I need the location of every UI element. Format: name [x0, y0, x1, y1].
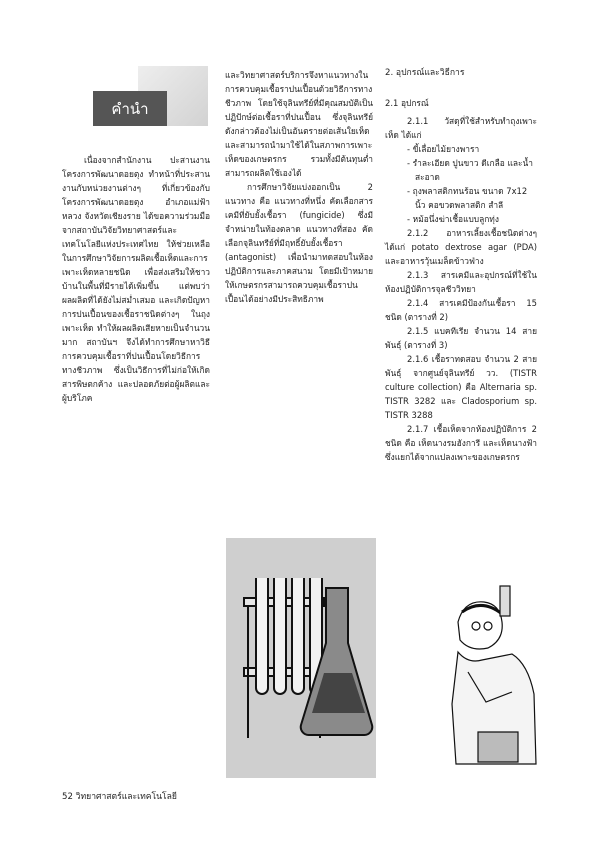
list-item: - หม้อนึ่งฆ่าเชื้อแบบลูกทุ่ง [407, 214, 499, 224]
item-2-1-7: 2.1.7 เชื้อเห็ดจากห้องปฏิบัติการ 2 ชนิด คือ เห็ดนางรมฮังการี และเห็ดนางฟ้า ซึ่งแยกได้จากแปลงเพาะของเกษตรกร [385, 424, 537, 462]
item-2-1-3: 2.1.3 สารเคมีและอุปกรณ์ที่ใช้ในห้องปฏิบัติการจุลชีววิทยา [385, 270, 537, 294]
item-2-1-5: 2.1.5 แบคทีเรีย จำนวน 14 สายพันธุ์ (ตารางที่ 3) [385, 326, 537, 350]
column-2 [225, 68, 373, 306]
item-2-1-1: 2.1.1 วัสดุที่ใช้สำหรับทำถุงเพาะเห็ด ได้แก่ [385, 116, 537, 140]
subsection-title-equipment: 2.1 อุปกรณ์ [385, 98, 429, 108]
page-footer: 52 วิทยาศาสตร์และเทคโนโลยี [62, 792, 177, 802]
list-item: - ขี้เลื่อยไม้ยางพารา [407, 144, 480, 154]
column-3 [385, 66, 537, 464]
scientist-illustration [448, 582, 538, 780]
research-approach-paragraph: การศึกษาวิจัยแบ่งออกเป็น 2 แนวทาง คือ แนวทางที่หนึ่ง คัดเลือกสารเคมีที่ยับยั้งเชื้อรา (fungicide) ซึ่งมีจำหน่ายในท้องตลาด แนวทางที่สอง คัดเลือกจุลินทรีย์ที่มีฤทธิ์ยับยั้งเชื้อรา (antagonist) เพื่อนำมาทดสอบในห้องปฏิบัติการและภาคสนาม โดยมีเป้าหมายให้เกษตรกรสามารถควบคุมเชื้อราปนเปื้อนได้อย่างมีประสิทธิภาพ [225, 182, 373, 304]
scientist-drawing [448, 582, 538, 780]
list-item: - ถุงพลาสติกทนร้อน ขนาด 7x12 นิ้ว คอขวดพลาสติก สำลี [407, 186, 528, 210]
test-tubes-illustration [226, 538, 376, 778]
item-2-1-4: 2.1.4 สารเคมีป้องกันเชื้อรา 15 ชนิด (ตารางที่ 2) [385, 298, 537, 322]
item-2-1-2: 2.1.2 อาหารเลี้ยงเชื้อชนิดต่างๆ ได้แก่ potato dextrose agar (PDA) และอาหารวุ้นเมล็ดข้าวฟ่าง [385, 228, 537, 266]
intro-paragraph: เนื่องจากสำนักงาน ปะสานงานโครงการพัฒนาดอยตุง ทำหน้าที่ประสาน งานกับหน่วยงานต่างๆ ที่เกี่ยวข้องกับ โครงการพัฒนาดอยตุง อำเภอแม่ฟ้าหลวง จังหวัดเชียงราย ได้ขอความร่วมมือจากสถาบันวิจัยวิทยาศาสตร์และเทคโนโลยีแห่งประเทศไทย ให้ช่วยเหลือในการศึกษาวิจัยการผลิตเชื้อเห็ดและการเพาะเห็ดหลายชนิด เพื่อส่งเสริมให้ชาวบ้านในพื้นที่มีรายได้เพิ่มขึ้น แต่พบว่าผลผลิตที่ได้ยังไม่สม่ำเสมอ และเกิดปัญหาการปนเปื้อนของเชื้อราชนิดต่างๆ ในถุงเพาะเห็ด ทำให้ผลผลิตเสียหายเป็นจำนวนมาก สถาบันฯ จึงได้ทำการศึกษาหาวิธีการควบคุมเชื้อราที่ปนเปื้อนโดยวิธีการทางชีวภาพ ซึ่งเป็นวิธีการที่ไม่ก่อให้เกิดสารพิษตกค้าง และปลอดภัยต่อผู้ผลิตและผู้บริโภค [62, 155, 210, 403]
column-1 [62, 153, 210, 405]
item-2-1-6: 2.1.6 เชื้อราทดสอบ จำนวน 2 สายพันธุ์ จากศูนย์จุลินทรีย์ วว. (TISTR culture collection) คือ Alternaria sp. TISTR 3282 และ Cladosporium sp. TISTR 3288 [385, 354, 537, 420]
equipment-list [385, 142, 537, 226]
list-item: - รำละเอียด ปูนขาว ดีเกลือ และน้ำสะอาด [407, 158, 533, 182]
test-tubes-drawing [226, 538, 376, 778]
section-heading: คำนำ [93, 91, 167, 126]
section-title-methods: 2. อุปกรณ์และวิธีการ [385, 68, 465, 78]
intro-continued-paragraph: และวิทยาศาสตร์บริการจึงหาแนวทางในการควบคุมเชื้อราปนเปื้อนด้วยวิธีการทางชีวภาพ โดยใช้จุลินทรีย์ที่มีคุณสมบัติเป็นปฏิปักษ์ต่อเชื้อราที่ปนเปื้อน ซึ่งจุลินทรีย์ดังกล่าวต้องไม่เป็นอันตรายต่อเส้นใยเห็ด และสามารถนำมาใช้ได้ในสภาพการเพาะเห็ดของเกษตรกร รวมทั้งมีต้นทุนต่ำ สามารถผลิตใช้เองได้ [225, 70, 373, 178]
